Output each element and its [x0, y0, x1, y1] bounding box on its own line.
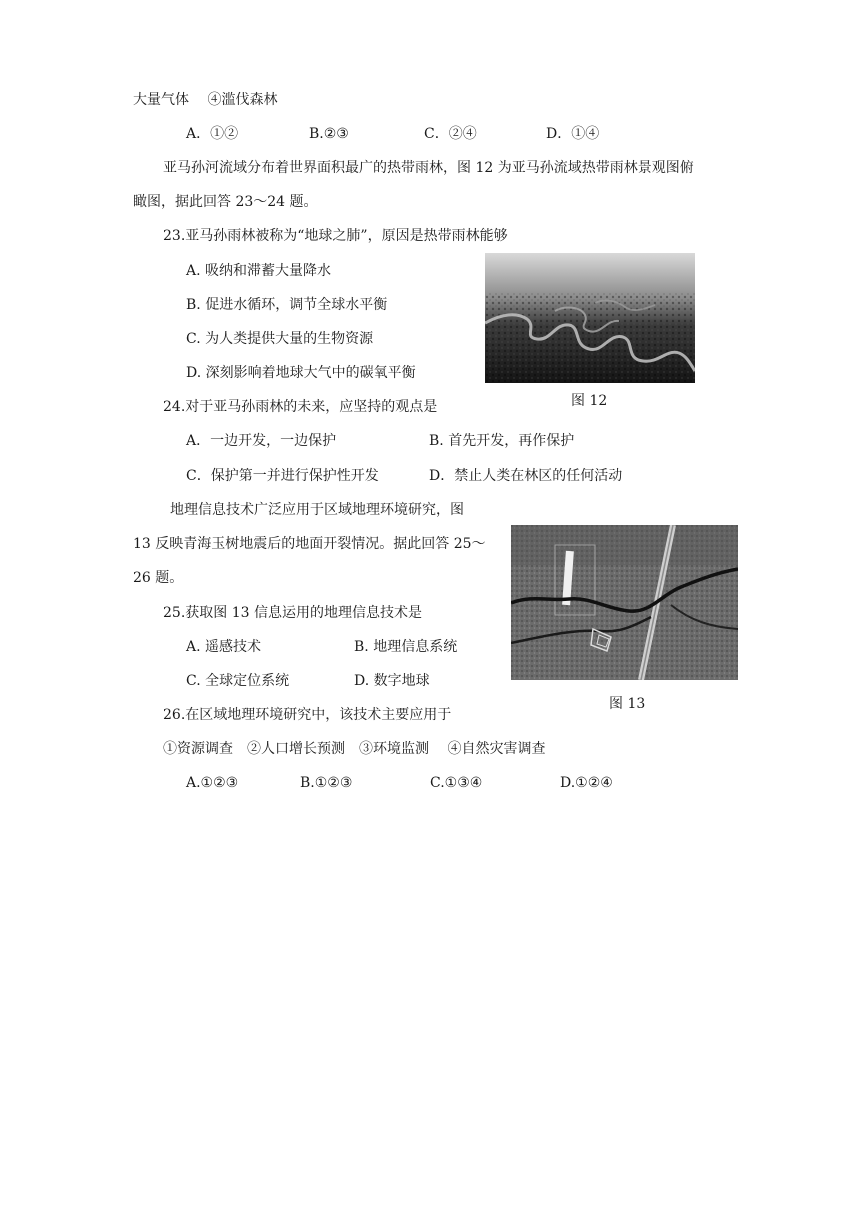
q25-option-c: C. 全球定位系统 — [186, 673, 290, 689]
q23-stem: 23.亚马孙雨林被称为“地球之肺”，原因是热带雨林能够 — [163, 228, 508, 244]
intro-amazon-line1: 亚马孙河流域分布着世界面积最广的热带雨林，图 12 为亚马孙流域热带雨林景观图俯 — [163, 160, 694, 176]
q24-option-c: C．保护第一并进行保护性开发 — [186, 468, 379, 484]
q25-option-a: A. 遥感技术 — [186, 639, 262, 655]
q24-option-b: B. 首先开发，再作保护 — [429, 433, 575, 449]
q23-option-a: A. 吸纳和滞蓄大量降水 — [186, 263, 332, 279]
q22-option-b: B.②③ — [309, 126, 349, 142]
q25-option-d: D. 数字地球 — [354, 673, 430, 689]
q22-option-a: A．①② — [186, 126, 239, 142]
intro-gis-line2: 13 反映青海玉树地震后的地面开裂情况。据此回答 25～ — [133, 536, 486, 552]
q26-option-d: D.①②④ — [560, 775, 613, 791]
q22-option-d: D．①④ — [546, 126, 600, 142]
q26-option-c: C.①③④ — [430, 775, 483, 791]
q24-option-a: A．一边开发，一边保护 — [186, 433, 337, 449]
figure-13-caption: 图 13 — [609, 696, 646, 712]
q26-option-a: A.①②③ — [186, 775, 239, 791]
q23-option-d: D. 深刻影响着地球大气中的碳氧平衡 — [186, 365, 416, 381]
q25-stem: 25.获取图 13 信息运用的地理信息技术是 — [163, 605, 422, 621]
figure-12-rainforest-photo — [485, 253, 695, 383]
q25-option-b: B. 地理信息系统 — [354, 639, 458, 655]
q23-option-b: B. 促进水循环，调节全球水平衡 — [186, 297, 388, 313]
q22-option-4-tail: 大量气体 ④滥伐森林 — [133, 92, 278, 108]
q26-stem: 26.在区域地理环境研究中，该技术主要应用于 — [163, 707, 452, 723]
q22-option-c: C．②④ — [424, 126, 477, 142]
q26-items: ①资源调查 ②人口增长预测 ③环境监测 ④自然灾害调查 — [163, 741, 546, 757]
q26-option-b: B.①②③ — [300, 775, 353, 791]
q23-option-c: C. 为人类提供大量的生物资源 — [186, 331, 374, 347]
q24-option-d: D．禁止人类在林区的任何活动 — [429, 468, 623, 484]
intro-amazon-line2: 瞰图，据此回答 23～24 题。 — [133, 194, 318, 210]
intro-gis-line1: 地理信息技术广泛应用于区域地理环境研究，图 — [170, 502, 464, 518]
intro-gis-line3: 26 题。 — [133, 570, 184, 586]
q24-stem: 24.对于亚马孙雨林的未来，应坚持的观点是 — [163, 399, 438, 415]
figure-13-earthquake-photo — [511, 525, 738, 680]
figure-12-caption: 图 12 — [571, 393, 608, 409]
